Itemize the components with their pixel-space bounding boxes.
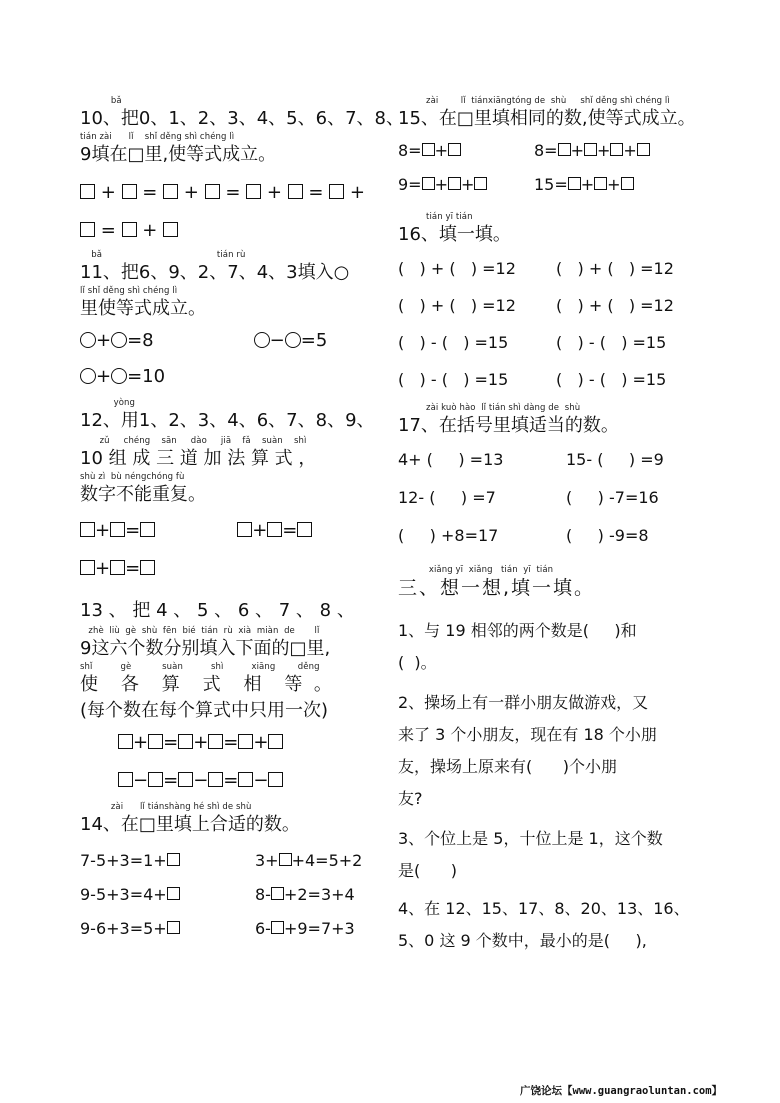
answer-box[interactable] <box>288 184 303 199</box>
answer-box[interactable] <box>118 734 133 749</box>
equation-text: +4=5+2 <box>291 851 363 870</box>
question-text: 12、用1、2、3、4、6、7、8、9、 <box>80 410 375 431</box>
answer-box[interactable] <box>110 522 125 537</box>
answer-box[interactable] <box>238 772 253 787</box>
answer-box[interactable] <box>422 143 435 156</box>
question-text: 来了 3 个小朋友，现在有 18 个小朋 <box>398 725 657 744</box>
answer-box[interactable] <box>279 853 292 866</box>
equation-text: 12- ( ) =7 <box>398 488 496 507</box>
equation-text: ( ) + ( ) =12 <box>398 296 516 315</box>
question-text: 9填在□里,使等式成立。 <box>80 144 277 165</box>
section3-question-2 <box>398 687 714 815</box>
equation-text: ( ) + ( ) =12 <box>398 259 516 278</box>
pinyin-line: tián zài lǐ shǐ děng shì chéng lì <box>80 132 235 142</box>
equation-text: 6- <box>255 919 271 938</box>
answer-box[interactable] <box>422 177 435 190</box>
equation-text: 4+ ( ) =13 <box>398 450 504 469</box>
question-text: 15、在□里填相同的数,使等式成立。 <box>398 108 696 129</box>
pinyin-line: zǔ chéng sān dào jiā fǎ suàn shì <box>80 436 307 446</box>
pinyin-line: zài lǐ tiánshàng hé shì de shù <box>80 802 252 812</box>
question-text: 10 组 成 三 道 加 法 算 式 ， <box>80 448 317 469</box>
pinyin-line: shǐ gè suàn shì xiāng děng <box>80 662 320 672</box>
equation-text: ( ) + ( ) =12 <box>556 259 674 278</box>
answer-circle[interactable] <box>285 332 301 348</box>
pinyin-line: lǐ shǐ děng shì chéng lì <box>80 286 178 296</box>
question-16 <box>398 212 714 393</box>
answer-box[interactable] <box>80 560 95 575</box>
answer-circle[interactable] <box>80 332 96 348</box>
equation-text: ( ) -7=16 <box>566 488 659 507</box>
answer-box[interactable] <box>178 772 193 787</box>
box-equation: − = − = − <box>80 768 396 794</box>
answer-box[interactable] <box>637 143 650 156</box>
question-10 <box>80 96 404 244</box>
equation-text: ( ) - ( ) =15 <box>556 333 667 352</box>
equation-text: ( ) + ( ) =12 <box>556 296 674 315</box>
left-column <box>80 96 404 942</box>
question-14 <box>80 802 396 942</box>
equation-text: 15= <box>534 175 568 194</box>
equation-row <box>398 367 714 393</box>
answer-box[interactable] <box>167 921 180 934</box>
equation-text: 3+ <box>255 851 279 870</box>
question-12 <box>80 398 396 582</box>
answer-box[interactable] <box>329 184 344 199</box>
question-text: 11、把6、9、2、7、4、3填入○ <box>80 262 350 283</box>
equation-text: +9=7+3 <box>283 919 355 938</box>
answer-box[interactable] <box>167 887 180 900</box>
question-text: 3、个位上是 5，十位上是 1，这个数 <box>398 829 663 848</box>
question-text: 1、与 19 相邻的两个数是( )和 <box>398 621 637 640</box>
question-13 <box>80 598 396 794</box>
question-text: 友? <box>398 789 423 808</box>
question-text: 数字不能重复。 <box>80 484 206 505</box>
section3-question-4 <box>398 893 714 957</box>
answer-box[interactable] <box>122 184 137 199</box>
question-text: 是( ) <box>398 861 458 880</box>
equation-row <box>80 916 396 942</box>
answer-box[interactable] <box>237 522 252 537</box>
answer-box[interactable] <box>474 177 487 190</box>
pinyin-line: zài lǐ tiánxiāngtóng de shù shǐ děng shì chéng lì <box>398 96 670 106</box>
equation-row <box>398 330 714 356</box>
equation-row <box>398 293 714 319</box>
answer-box[interactable] <box>584 143 597 156</box>
box-equation: + = + = + = + <box>80 180 396 206</box>
equation-text: ( ) - ( ) =15 <box>398 370 509 389</box>
answer-box[interactable] <box>122 222 137 237</box>
answer-box[interactable] <box>558 143 571 156</box>
answer-box[interactable] <box>148 734 163 749</box>
equation-row: 8= + 8= + + + <box>398 138 714 164</box>
equation-text: 9= <box>398 175 422 194</box>
box-equation: + = + = + <box>80 730 396 756</box>
answer-box[interactable] <box>208 772 223 787</box>
answer-circle[interactable] <box>254 332 270 348</box>
answer-box[interactable] <box>178 734 193 749</box>
section-3 <box>398 565 714 601</box>
answer-box[interactable] <box>80 522 95 537</box>
answer-box[interactable] <box>621 177 634 190</box>
answer-box[interactable] <box>163 184 178 199</box>
equation-row <box>80 848 396 874</box>
pinyin-line: tián yī tián <box>398 212 473 222</box>
circle-equation-row: + =8 − =5 <box>80 328 396 354</box>
answer-box[interactable] <box>208 734 223 749</box>
answer-circle[interactable] <box>111 368 127 384</box>
question-15 <box>398 96 714 198</box>
answer-box[interactable] <box>205 184 220 199</box>
section-title: 三、想一想,填一填。 <box>398 577 596 599</box>
equation-text: 8- <box>255 885 271 904</box>
answer-box[interactable] <box>610 143 623 156</box>
question-text: 16、填一填。 <box>398 224 511 245</box>
equation-row: 9= + + 15= + + <box>398 172 714 198</box>
equation-text: 8= <box>534 141 558 160</box>
equation-row <box>80 882 396 908</box>
equation-text: +2=3+4 <box>283 885 355 904</box>
section3-question-3 <box>398 823 714 887</box>
right-column <box>398 96 714 957</box>
equation-result: =5 <box>300 330 328 351</box>
equation-text: 8= <box>398 141 422 160</box>
answer-box[interactable] <box>238 734 253 749</box>
equation-row <box>398 485 714 511</box>
question-17 <box>398 403 714 549</box>
equation-text: 9-6+3=5+ <box>80 919 167 938</box>
answer-box[interactable] <box>80 222 95 237</box>
footer-watermark: 广饶论坛【www.guangraoluntan.com】 <box>520 1085 723 1097</box>
equation-text: ( ) +8=17 <box>398 526 499 545</box>
question-11 <box>80 250 396 390</box>
answer-box[interactable] <box>568 177 581 190</box>
equation-row <box>398 256 714 282</box>
equation-text: 15- ( ) =9 <box>566 450 664 469</box>
box-equation-row: + = + = <box>80 518 396 544</box>
answer-circle[interactable] <box>80 368 96 384</box>
pinyin-line: yòng <box>80 398 136 408</box>
question-text: 友，操场上原来有( )个小朋 <box>398 757 618 776</box>
equation-result: =8 <box>127 330 154 351</box>
equation-text: ( ) -9=8 <box>566 526 649 545</box>
question-text: (每个数在每个算式中只用一次) <box>80 700 329 721</box>
question-text: 使 各 算 式 相 等 。 <box>80 674 332 695</box>
answer-box[interactable] <box>163 222 178 237</box>
answer-box[interactable] <box>140 522 155 537</box>
answer-box[interactable] <box>118 772 133 787</box>
equation-text: 7-5+3=1+ <box>80 851 167 870</box>
question-text: 里使等式成立。 <box>80 298 206 319</box>
question-text: 17、在括号里填适当的数。 <box>398 415 619 436</box>
pinyin-line: bǎ tián rù <box>80 250 246 260</box>
answer-box[interactable] <box>268 772 283 787</box>
pinyin-line: zhè liù gè shù fēn bié tián rù xià miàn de lǐ <box>80 626 320 636</box>
answer-box[interactable] <box>267 522 282 537</box>
answer-box[interactable] <box>271 887 284 900</box>
question-text: 4、在 12、15、17、8、20、13、16、 <box>398 899 690 918</box>
question-text: 14、在□里填上合适的数。 <box>80 814 300 835</box>
answer-box[interactable] <box>167 853 180 866</box>
answer-box[interactable] <box>271 921 284 934</box>
question-text: 13 、 把 4 、 5 、 6 、 7 、 8 、 <box>80 600 355 621</box>
answer-box[interactable] <box>246 184 261 199</box>
equation-text: ( ) - ( ) =15 <box>398 333 509 352</box>
circle-equation-row: + =10 <box>80 364 396 390</box>
answer-box[interactable] <box>80 184 95 199</box>
answer-box[interactable] <box>448 143 461 156</box>
answer-box[interactable] <box>297 522 312 537</box>
equation-row <box>398 447 714 473</box>
pinyin-line: zài kuò hào lǐ tián shì dàng de shù <box>398 403 581 413</box>
question-text: 5、0 这 9 个数中，最小的是( ), <box>398 931 647 950</box>
answer-box[interactable] <box>110 560 125 575</box>
answer-box[interactable] <box>448 177 461 190</box>
equation-row <box>398 523 714 549</box>
box-equation-row: + = <box>80 556 396 582</box>
question-text: 10、把0、1、2、3、4、5、6、7、8、 <box>80 108 404 129</box>
equation-result: =10 <box>127 366 166 387</box>
question-text: 2、操场上有一群小朋友做游戏，又 <box>398 693 649 712</box>
pinyin-line: shù zì bù néngchóng fù <box>80 472 185 482</box>
pinyin-line: xiǎng yī xiǎng tián yī tián <box>398 565 554 575</box>
equation-text: 9-5+3=4+ <box>80 885 167 904</box>
section3-question-1 <box>398 615 714 679</box>
question-text: 9这六个数分别填入下面的□里, <box>80 638 331 659</box>
pinyin-line: bǎ <box>80 96 122 106</box>
equation-text: ( ) - ( ) =15 <box>556 370 667 389</box>
answer-box[interactable] <box>594 177 607 190</box>
answer-box[interactable] <box>140 560 155 575</box>
question-text: ( )。 <box>398 653 437 672</box>
answer-box[interactable] <box>148 772 163 787</box>
box-equation: = + <box>80 218 396 244</box>
answer-circle[interactable] <box>111 332 127 348</box>
answer-box[interactable] <box>268 734 283 749</box>
